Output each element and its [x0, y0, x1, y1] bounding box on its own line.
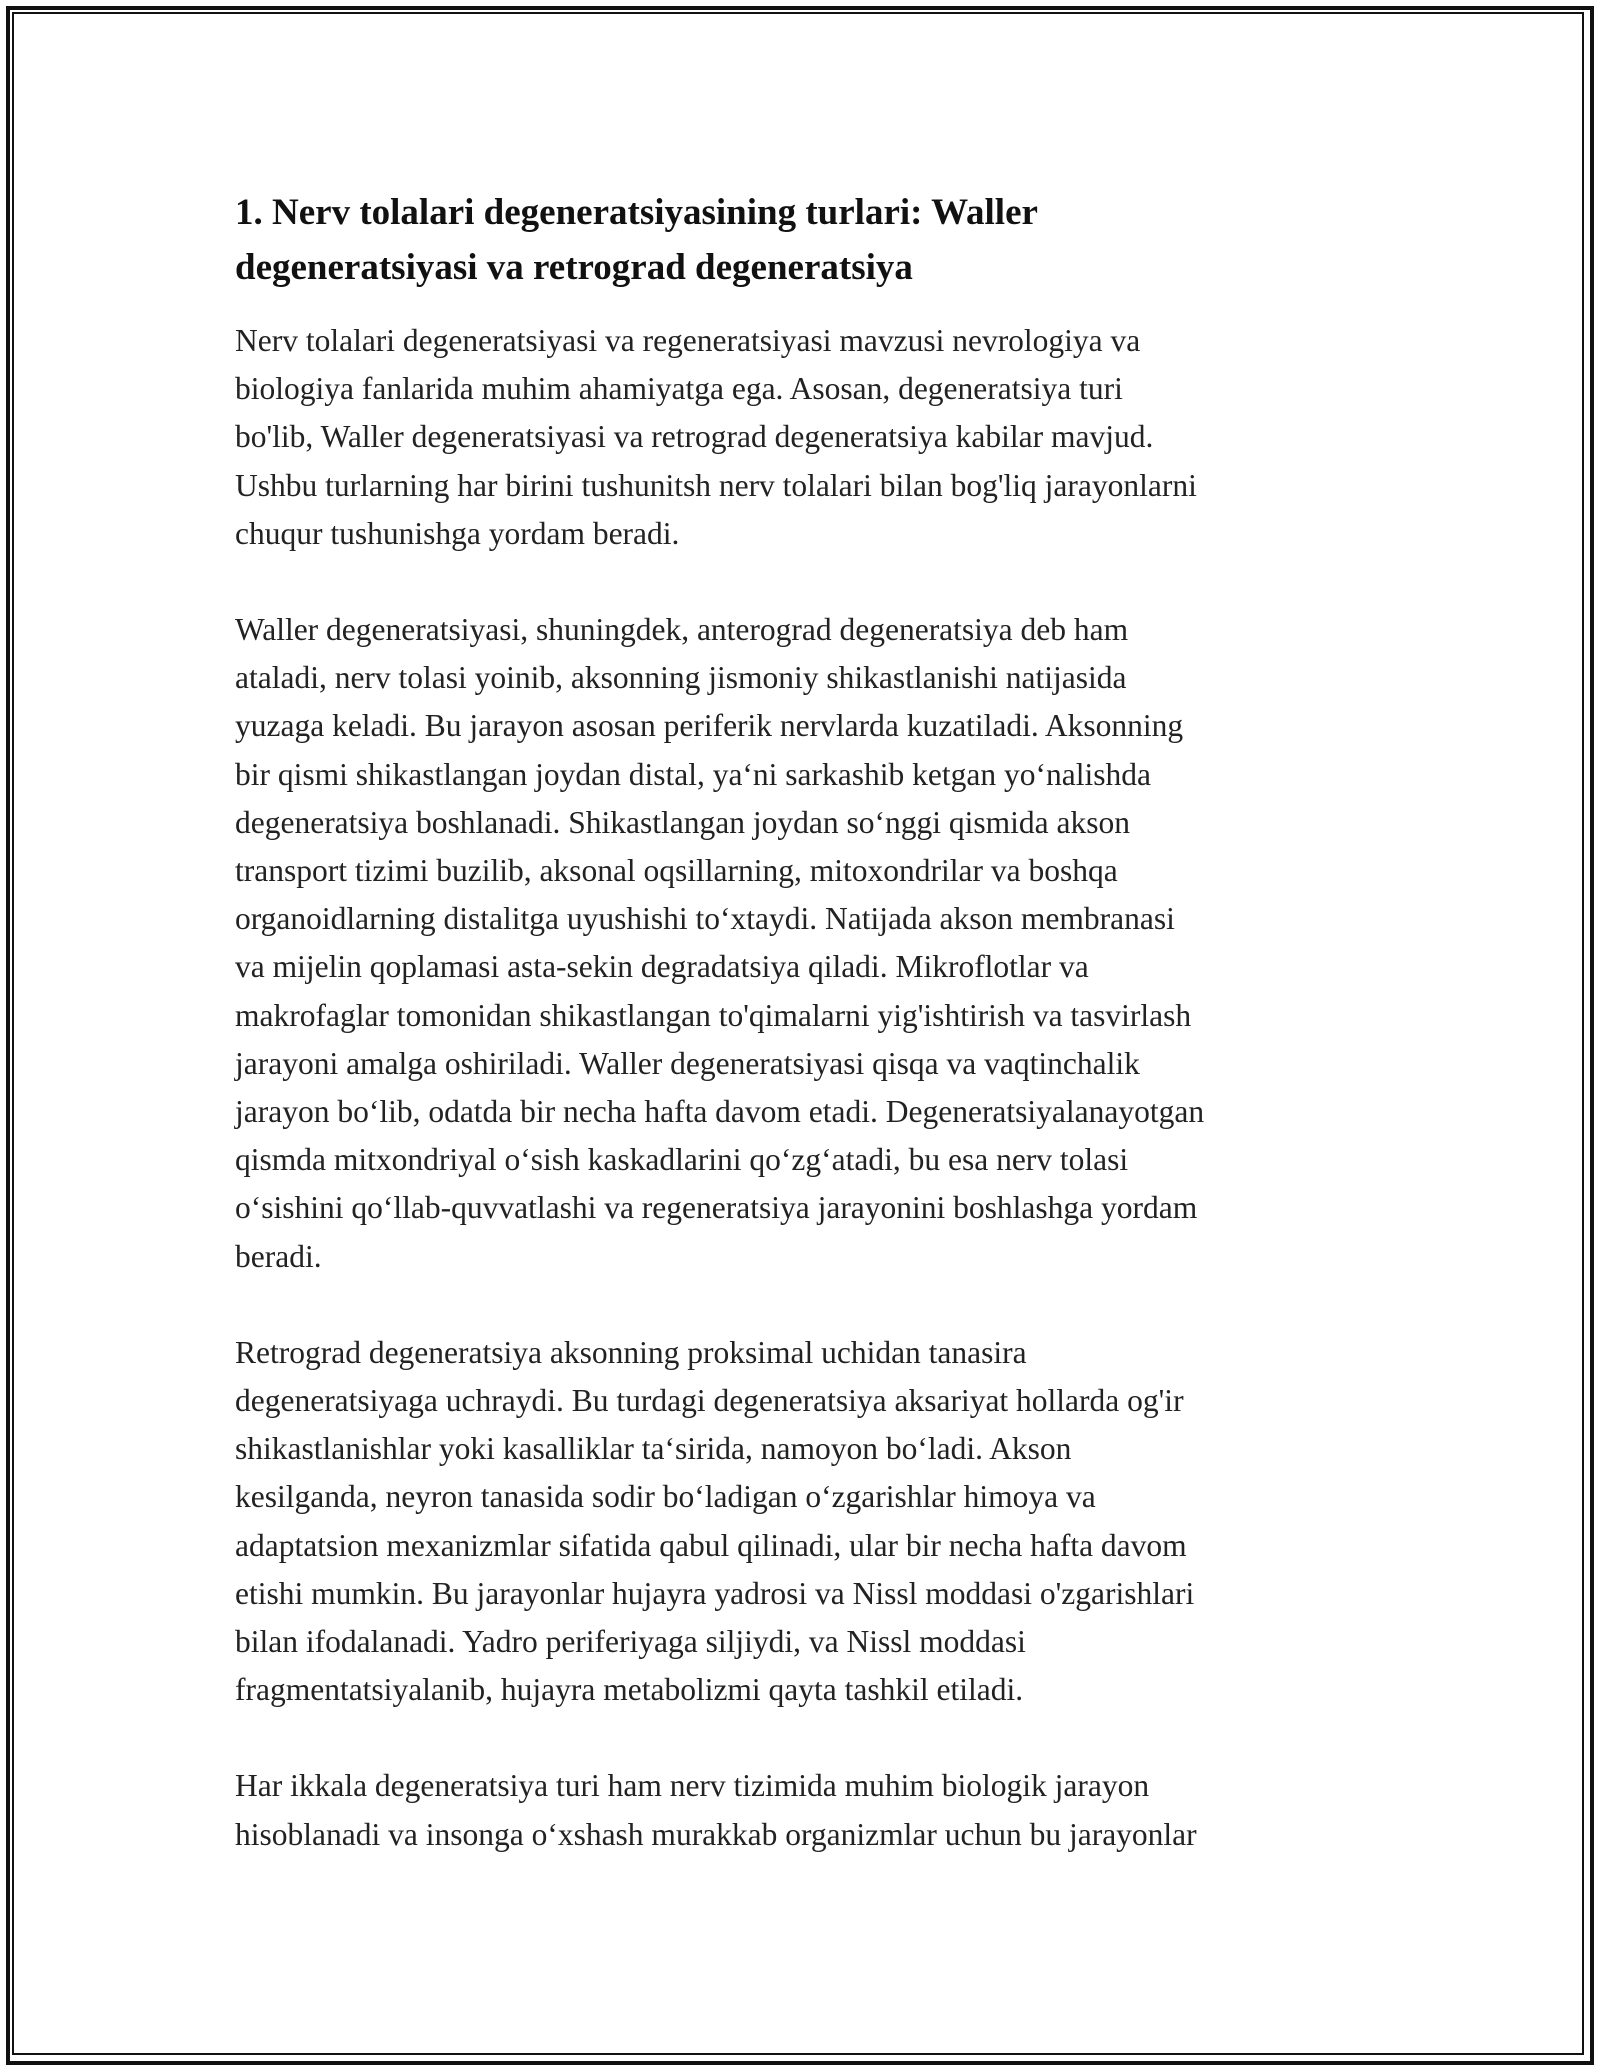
section-heading: 1. Nerv tolalari degeneratsiyasining turlari: Waller degeneratsiyasi va retrograd degeneratsiya: [235, 192, 1038, 288]
paragraph-intro: Nerv tolalari degeneratsiyasi va regeneratsiyasi mavzusi nevrologiya va biologiya fanlarida muhim ahamiyatga ega. Asosan, degeneratsiya turi bo'lib, Waller degeneratsiyasi va retrograd degeneratsiya kabilar mavjud. Ushbu turlarning har birini tushunitsh nerv tolalari bilan bog'liq jarayonlarni chuqur tushunishga yordam beradi.: [235, 323, 1197, 551]
document-body: [235, 185, 1370, 1907]
paragraph-conclusion: Har ikkala degeneratsiya turi ham nerv tizimida muhim biologik jarayon hisoblanadi va insonga o‘xshash murakkab organizmlar uchun bu jarayonlar: [235, 1768, 1197, 1852]
paragraph-retrograd: Retrograd degeneratsiya aksonning proksimal uchidan tanasira degeneratsiyaga uchraydi. Bu turdagi degeneratsiya aksariyat hollarda og'ir shikastlanishlar yoki kasalliklar ta‘sirida, namoyon bo‘ladi. Akson kesilganda, neyron tanasida sodir bo‘ladigan o‘zgarishlar himoya va adaptatsion mexanizmlar sifatida qabul qilinadi, ular bir necha hafta davom etishi mumkin. Bu jarayonlar hujayra yadrosi va Nissl moddasi o'zgarishlari bilan ifodalanadi. Yadro periferiyaga siljiydi, va Nissl moddasi fragmentatsiyalanib, hujayra metabolizmi qayta tashkil etiladi.: [235, 1334, 1195, 1708]
paragraph-waller: Waller degeneratsiyasi, shuningdek, anterograd degeneratsiya deb ham ataladi, nerv tolasi yoinib, aksonning jismoniy shikastlanishi natijasida yuzaga keladi. Bu jarayon asosan periferik nervlarda kuzatiladi. Aksonning bir qismi shikastlangan joydan distal, ya‘ni sarkashib ketgan yo‘nalishda degeneratsiya boshlanadi. Shikastlangan joydan so‘nggi qismida akson transport tizimi buzilib, aksonal oqsillarning, mitoxondrilar va boshqa organoidlarning distalitga uyushishi to‘xtaydi. Natijada akson membranasi va mijelin qoplamasi asta-sekin degradatsiya qiladi. Mikroflotlar va makrofaglar tomonidan shikastlangan to'qimalarni yig'ishtirish va tasvirlash jarayoni amalga oshiriladi. Waller degeneratsiyasi qisqa va vaqtinchalik jarayon bo‘lib, odatda bir necha hafta davom etadi. Degeneratsiyalanayotgan qismda mitxondriyal o‘sish kaskadlarini qo‘zg‘atadi, bu esa nerv tolasi o‘sishini qo‘llab-quvvatlashi va regeneratsiya jarayonini boshlashga yordam beradi.: [235, 612, 1205, 1274]
